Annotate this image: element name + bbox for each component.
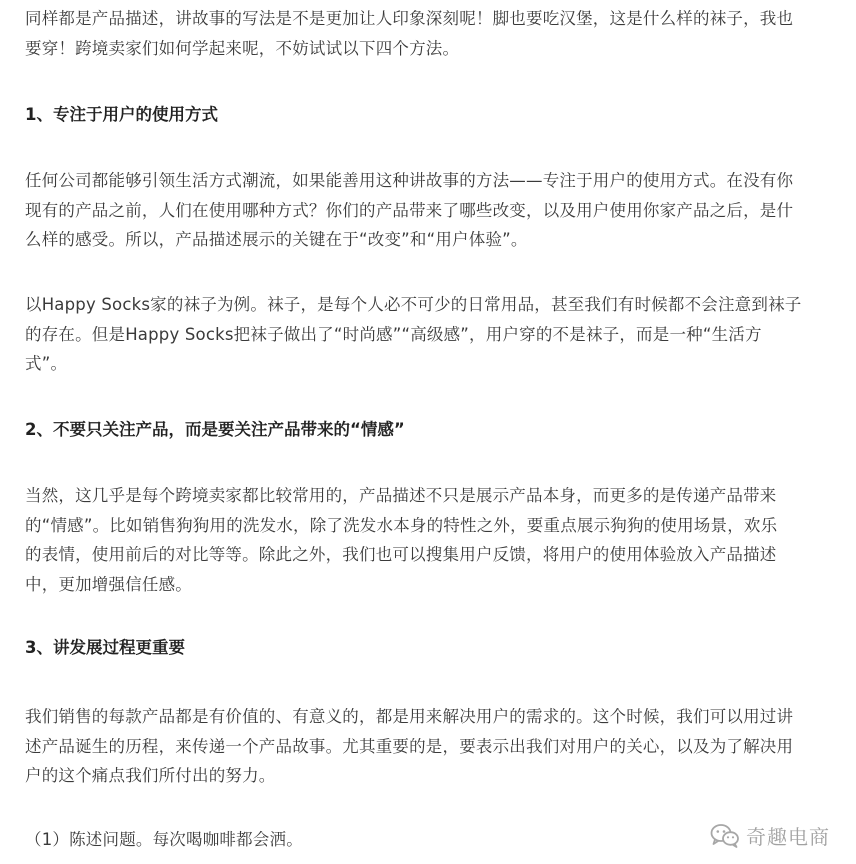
wechat-icon bbox=[710, 823, 740, 849]
section-3-paragraph-2: （1）陈述问题。每次喝咖啡都会洒。 bbox=[25, 830, 303, 849]
section-1-paragraph-1: 任何公司都能够引领生活方式潮流，如果能善用这种讲故事的方法——专注于用户的使用方式。在没有你 现有的产品之前，人们在使用哪种方式？你们的产品带来了哪些改变，以及用户使用你家产品之后，是什 么样的感受。所以，产品描述展示的关键在于“改变”和“用户体验”。 bbox=[25, 171, 794, 249]
watermark-label: 奇趣电商 bbox=[746, 825, 830, 849]
section-1-paragraph-2: 以Happy Socks家的袜子为例。袜子，是每个人必不可少的日常用品，甚至我们有时候都不会注意到袜子 的存在。但是Happy Socks把袜子做出了“时尚感”“高级感”，用户穿的不是袜子，而是一种“生活方 式”。 bbox=[25, 295, 802, 373]
section-2-paragraph-1: 当然，这几乎是每个跨境卖家都比较常用的，产品描述不只是展示产品本身，而更多的是传递产品带来 的“情感”。比如销售狗狗用的洗发水，除了洗发水本身的特性之外，要重点展示狗狗的使用场景，欢乐 的表情，使用前后的对比等等。除此之外，我们也可以搜集用户反馈，将用户的使用体验放入产品描述 中，更加增强信任感。 bbox=[25, 486, 778, 594]
section-3-heading: 3、讲发展过程更重要 bbox=[25, 638, 185, 657]
section-2-heading: 2、不要只关注产品，而是要关注产品带来的“情感” bbox=[25, 420, 405, 439]
intro-paragraph: 同样都是产品描述，讲故事的写法是不是更加让人印象深刻呢！脚也要吃汉堡，这是什么样的袜子，我也 要穿！跨境卖家们如何学起来呢，不妨试试以下四个方法。 bbox=[25, 9, 794, 58]
section-3-paragraph-1: 我们销售的每款产品都是有价值的、有意义的，都是用来解决用户的需求的。这个时候，我们可以用过讲 述产品诞生的历程，来传递一个产品故事。尤其重要的是，要表示出我们对用户的关心，以及为了解决用 户的这个痛点我们所付出的努力。 bbox=[25, 707, 794, 785]
section-1-heading: 1、专注于用户的使用方式 bbox=[25, 105, 218, 124]
watermark bbox=[710, 821, 830, 850]
